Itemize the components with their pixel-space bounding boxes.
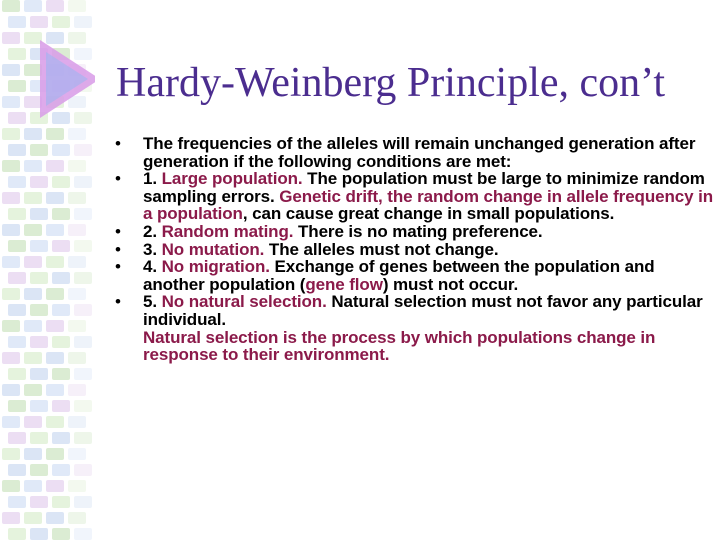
decorative-block xyxy=(74,112,92,124)
decorative-block xyxy=(2,160,20,172)
decorative-block xyxy=(30,144,48,156)
decorative-block xyxy=(74,400,92,412)
decorative-block xyxy=(52,240,70,252)
decorative-block xyxy=(46,32,64,44)
decorative-block xyxy=(52,336,70,348)
decorative-block xyxy=(30,432,48,444)
decorative-block xyxy=(74,368,92,380)
decorative-block xyxy=(46,288,64,300)
decorative-block xyxy=(30,336,48,348)
decorative-block xyxy=(30,528,48,540)
decorative-block xyxy=(24,64,42,76)
decorative-block xyxy=(46,128,64,140)
decorative-block xyxy=(8,144,26,156)
decorative-block xyxy=(52,528,70,540)
decorative-block xyxy=(2,192,20,204)
decorative-block xyxy=(46,320,64,332)
decorative-block xyxy=(24,192,42,204)
decorative-block xyxy=(8,464,26,476)
decorative-block xyxy=(74,432,92,444)
decorative-block xyxy=(30,176,48,188)
decorative-block xyxy=(24,288,42,300)
decorative-block xyxy=(2,288,20,300)
decorative-block xyxy=(74,336,92,348)
decorative-block-pattern xyxy=(0,0,95,540)
decorative-block xyxy=(46,160,64,172)
decorative-block xyxy=(24,352,42,364)
decorative-block xyxy=(2,416,20,428)
decorative-block xyxy=(46,352,64,364)
decorative-block xyxy=(8,400,26,412)
decorative-block xyxy=(24,32,42,44)
decorative-block xyxy=(74,144,92,156)
decorative-block xyxy=(68,32,86,44)
decorative-block xyxy=(68,224,86,236)
decorative-block xyxy=(24,512,42,524)
decorative-block xyxy=(24,384,42,396)
decorative-block xyxy=(74,272,92,284)
decorative-block xyxy=(68,288,86,300)
decorative-block xyxy=(74,48,92,60)
decorative-block xyxy=(8,80,26,92)
decorative-block xyxy=(24,480,42,492)
decorative-block xyxy=(2,352,20,364)
decorative-block xyxy=(52,464,70,476)
decorative-block xyxy=(2,320,20,332)
decorative-block xyxy=(8,208,26,220)
decorative-block xyxy=(74,176,92,188)
decorative-block xyxy=(30,208,48,220)
decorative-block xyxy=(68,128,86,140)
decorative-block xyxy=(8,240,26,252)
decorative-block xyxy=(74,208,92,220)
decorative-block xyxy=(2,128,20,140)
decorative-block xyxy=(8,368,26,380)
decorative-block xyxy=(24,96,42,108)
bullet-item: • 5. No natural selection. Natural selection must not favor any particular individual. Natural selection is the process by which populations change in response to their environment. xyxy=(115,292,703,365)
decorative-block xyxy=(8,432,26,444)
decorative-block xyxy=(52,304,70,316)
decorative-block xyxy=(52,208,70,220)
decorative-block xyxy=(8,304,26,316)
bullet-list xyxy=(115,135,715,364)
decorative-block xyxy=(52,16,70,28)
decorative-block xyxy=(24,448,42,460)
bullet-item: • 3. No mutation. The alleles must not change. xyxy=(115,239,499,259)
decorative-block xyxy=(46,192,64,204)
decorative-block xyxy=(68,320,86,332)
decorative-block xyxy=(74,240,92,252)
decorative-block xyxy=(74,528,92,540)
decorative-block xyxy=(52,368,70,380)
decorative-block xyxy=(68,384,86,396)
decorative-block xyxy=(46,512,64,524)
decorative-block xyxy=(30,16,48,28)
decorative-block xyxy=(30,368,48,380)
decorative-block xyxy=(8,16,26,28)
decorative-block xyxy=(68,448,86,460)
decorative-block xyxy=(24,416,42,428)
decorative-block xyxy=(52,400,70,412)
decorative-block xyxy=(68,352,86,364)
decorative-block xyxy=(2,64,20,76)
decorative-block xyxy=(2,0,20,12)
decorative-block xyxy=(24,128,42,140)
decorative-block xyxy=(30,240,48,252)
decorative-block xyxy=(68,416,86,428)
decorative-block xyxy=(2,480,20,492)
decorative-block xyxy=(52,272,70,284)
decorative-block xyxy=(46,480,64,492)
decorative-block xyxy=(8,176,26,188)
decorative-block xyxy=(24,0,42,12)
decorative-block xyxy=(24,160,42,172)
decorative-block xyxy=(2,256,20,268)
bullet-item: • 4. No migration. Exchange of genes between the population and another population (gene flow) must not occur. xyxy=(115,257,655,294)
decorative-block xyxy=(8,336,26,348)
bullet-item: • The frequencies of the alleles will remain unchanged generation after generation if the following conditions are met: xyxy=(115,134,696,171)
slide-title: Hardy-Weinberg Principle, con’t xyxy=(116,60,666,106)
decorative-block xyxy=(30,304,48,316)
decorative-block xyxy=(2,96,20,108)
definition-note: Natural selection is the process by which populations change in response to their environment. xyxy=(143,327,656,365)
decorative-block xyxy=(8,528,26,540)
decorative-block xyxy=(30,496,48,508)
bullet-item: • 1. Large population. The population must be large to minimize random sampling errors. Genetic drift, the random change in allele frequency in a population, can cause great change in small populations. xyxy=(115,169,713,224)
decorative-block xyxy=(68,0,86,12)
bullet-item: • 2. Random mating. There is no mating preference. xyxy=(115,221,543,241)
decorative-block xyxy=(24,224,42,236)
decorative-block xyxy=(2,512,20,524)
decorative-block xyxy=(74,464,92,476)
decorative-block xyxy=(52,496,70,508)
decorative-block xyxy=(52,112,70,124)
decorative-block xyxy=(30,400,48,412)
decorative-block xyxy=(2,448,20,460)
decorative-block xyxy=(2,32,20,44)
decorative-block xyxy=(46,224,64,236)
decorative-block xyxy=(68,192,86,204)
decorative-block xyxy=(46,448,64,460)
decorative-block xyxy=(2,224,20,236)
decorative-block xyxy=(46,416,64,428)
decorative-block xyxy=(30,464,48,476)
decorative-block xyxy=(2,384,20,396)
decorative-block xyxy=(68,480,86,492)
decorative-block xyxy=(52,176,70,188)
decorative-block xyxy=(8,112,26,124)
decorative-block xyxy=(52,144,70,156)
decorative-block xyxy=(8,272,26,284)
decorative-block xyxy=(74,496,92,508)
decorative-block xyxy=(8,48,26,60)
decorative-block xyxy=(46,384,64,396)
decorative-block xyxy=(74,304,92,316)
decorative-block xyxy=(24,256,42,268)
decorative-block xyxy=(68,512,86,524)
decorative-block xyxy=(46,0,64,12)
decorative-block xyxy=(74,16,92,28)
decorative-block xyxy=(30,272,48,284)
decorative-block xyxy=(52,432,70,444)
decorative-block xyxy=(68,256,86,268)
decorative-block xyxy=(68,160,86,172)
decorative-block xyxy=(24,320,42,332)
decorative-block xyxy=(8,496,26,508)
decorative-block xyxy=(46,256,64,268)
